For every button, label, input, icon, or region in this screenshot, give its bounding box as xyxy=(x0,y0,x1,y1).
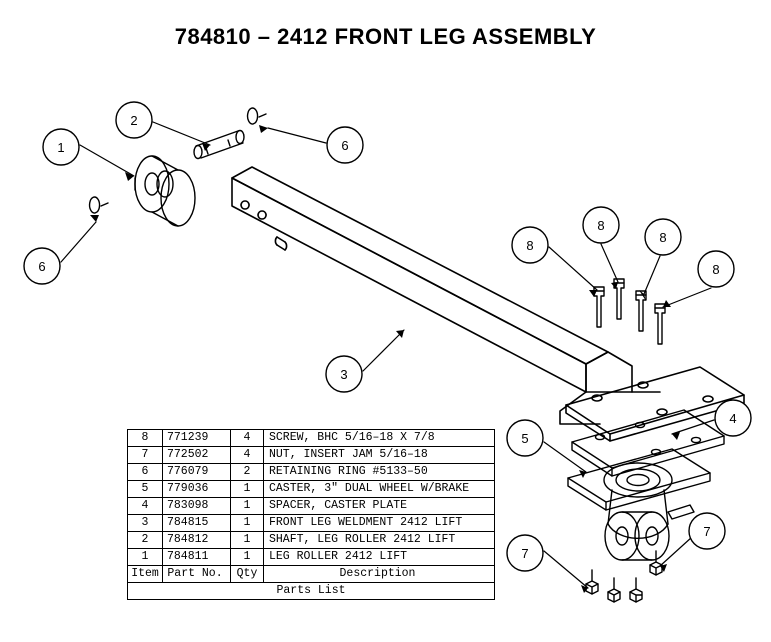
balloon-7a-label: 7 xyxy=(521,546,529,561)
caster-plate-spacer xyxy=(572,410,724,476)
row-part-no: 779036 xyxy=(163,481,231,498)
row-qty: 2 xyxy=(231,464,264,481)
balloon-7b-label: 7 xyxy=(703,524,711,539)
row-part-no: 784815 xyxy=(163,515,231,532)
row-desc: SCREW, BHC 5/16–18 X 7/8 xyxy=(264,430,495,447)
table-row xyxy=(128,447,495,464)
retaining-ring-lower xyxy=(90,197,108,213)
nut-7-a xyxy=(586,570,598,594)
row-part-no: 783098 xyxy=(163,498,231,515)
row-qty: 1 xyxy=(231,549,264,566)
leg-roller-shaft xyxy=(194,131,244,159)
nut-7-c xyxy=(630,578,642,602)
row-item: 2 xyxy=(128,532,163,549)
column-header-item: Item xyxy=(128,566,163,583)
balloon-5-label: 5 xyxy=(521,431,529,446)
balloon-8d-label: 8 xyxy=(712,262,720,277)
row-item: 5 xyxy=(128,481,163,498)
row-desc: FRONT LEG WELDMENT 2412 LIFT xyxy=(264,515,495,532)
row-item: 4 xyxy=(128,498,163,515)
retaining-ring-upper xyxy=(248,108,266,124)
row-desc: CASTER, 3" DUAL WHEEL W/BRAKE xyxy=(264,481,495,498)
parts-list-caption: Parts List xyxy=(128,583,495,600)
table-row xyxy=(128,498,495,515)
row-desc: LEG ROLLER 2412 LIFT xyxy=(264,549,495,566)
row-part-no: 776079 xyxy=(163,464,231,481)
column-header-part-no: Part No. xyxy=(163,566,231,583)
row-qty: 1 xyxy=(231,532,264,549)
balloon-4-label: 4 xyxy=(729,411,737,426)
row-qty: 4 xyxy=(231,430,264,447)
caster-assembly xyxy=(568,449,710,560)
row-qty: 1 xyxy=(231,515,264,532)
table-row xyxy=(128,464,495,481)
column-header-qty: Qty xyxy=(231,566,264,583)
page-title: 784810 – 2412 FRONT LEG ASSEMBLY xyxy=(174,24,597,49)
table-caption-row xyxy=(128,583,495,600)
balloon-8c-label: 8 xyxy=(659,230,667,245)
balloon-6a-label: 6 xyxy=(341,138,349,153)
balloon-1-label: 1 xyxy=(57,140,65,155)
row-item: 1 xyxy=(128,549,163,566)
row-part-no: 771239 xyxy=(163,430,231,447)
balloon-2-label: 2 xyxy=(130,113,138,128)
row-qty: 4 xyxy=(231,447,264,464)
nut-7-d xyxy=(650,551,662,575)
table-row xyxy=(128,532,495,549)
row-qty: 1 xyxy=(231,481,264,498)
row-desc: SHAFT, LEG ROLLER 2412 LIFT xyxy=(264,532,495,549)
leg-roller xyxy=(135,156,195,226)
balloon-8a-label: 8 xyxy=(526,238,534,253)
row-item: 7 xyxy=(128,447,163,464)
row-item: 3 xyxy=(128,515,163,532)
table-row xyxy=(128,515,495,532)
table-header-row xyxy=(128,566,495,583)
parts-list-table xyxy=(127,429,495,600)
row-desc: SPACER, CASTER PLATE xyxy=(264,498,495,515)
balloon-6b-label: 6 xyxy=(38,259,46,274)
row-qty: 1 xyxy=(231,498,264,515)
row-item: 8 xyxy=(128,430,163,447)
row-desc: NUT, INSERT JAM 5/16–18 xyxy=(264,447,495,464)
screw-8-d xyxy=(655,304,665,344)
column-header-desc: Description xyxy=(264,566,495,583)
row-item: 6 xyxy=(128,464,163,481)
balloon-8b-label: 8 xyxy=(597,218,605,233)
table-row xyxy=(128,481,495,498)
balloon-3-label: 3 xyxy=(340,367,348,382)
row-desc: RETAINING RING #5133–50 xyxy=(264,464,495,481)
nut-7-b xyxy=(608,578,620,602)
table-row xyxy=(128,549,495,566)
row-part-no: 784811 xyxy=(163,549,231,566)
row-part-no: 772502 xyxy=(163,447,231,464)
table-row xyxy=(128,430,495,447)
row-part-no: 784812 xyxy=(163,532,231,549)
